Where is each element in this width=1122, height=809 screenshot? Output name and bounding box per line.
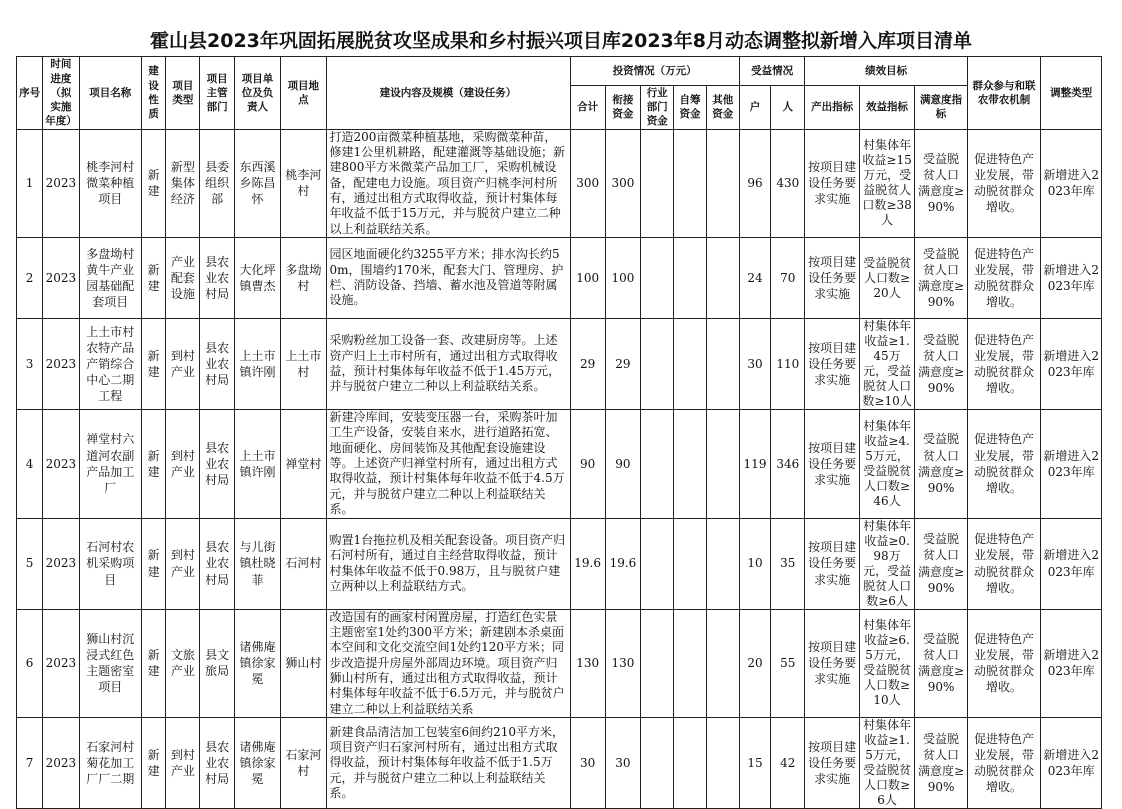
- header-invest-other: 其他资金: [706, 86, 739, 130]
- cell-unit: 东西溪乡陈昌怀: [234, 129, 280, 238]
- cell-name: 桃李河村微菜种植项目: [79, 129, 142, 238]
- cell-place: 石河村: [281, 518, 326, 609]
- header-invest-total: 合计: [570, 86, 605, 130]
- cell-satisfy: 受益脱贫人口满意度≥90%: [915, 129, 967, 238]
- cell-year: 2023: [43, 718, 79, 809]
- cell-seq: 1: [17, 129, 43, 238]
- table-header: [17, 57, 1102, 130]
- cell-place: 石家河村: [281, 718, 326, 809]
- cell-content: 新建冷库间，安装变压器一台，采购茶叶加工生产设备，安装自来水，进行道路拓宽、地面硬化、房间装饰及其他配套设施建设等。上述资产归禅堂村所有，通过出租方式取得收益，预计村集体每年收益不低于4.5万元，并与脱贫户建立二种以上利益联结关系。: [326, 410, 570, 519]
- cell-place: 狮山村: [281, 609, 326, 718]
- table-body: [17, 129, 1102, 809]
- cell-industry: [641, 129, 674, 238]
- cell-effect: 村集体年收益≥6.5万元，受益脱贫人口数≥10人: [859, 609, 914, 718]
- cell-year: 2023: [43, 238, 79, 319]
- cell-output: 按项目建设任务要求实施: [805, 129, 859, 238]
- cell-industry: [641, 518, 674, 609]
- header-benefit: 受益情况: [739, 57, 805, 86]
- cell-output: 按项目建设任务要求实施: [805, 238, 859, 319]
- cell-total: 300: [570, 129, 605, 238]
- cell-connect: 90: [605, 410, 640, 519]
- cell-dept: 县农业农村局: [200, 518, 234, 609]
- table-row: [17, 238, 1102, 319]
- cell-self: [674, 518, 706, 609]
- cell-adjust: 新增进入2023年库: [1041, 410, 1102, 519]
- header-year: 时间进度（拟实施年度）: [43, 57, 79, 130]
- header-adjust: 调整类型: [1041, 57, 1102, 130]
- cell-content: 新建食品清洁加工包装室6间约210平方米，项目资产归石家河村所有，通过出租方式取得收益，预计村集体每年收益不低于1.5万元，并与脱贫户建立二种以上利益联结关系。: [326, 718, 570, 809]
- cell-self: [674, 319, 706, 410]
- header-name: 项目名称: [79, 57, 142, 130]
- cell-other: [706, 238, 739, 319]
- header-perf: 绩效目标: [805, 57, 967, 86]
- cell-unit: 大化坪镇曹杰: [234, 238, 280, 319]
- cell-mechanism: 促进特色产业发展，带动脱贫群众增收。: [967, 238, 1041, 319]
- cell-effect: 村集体年收益≥15万元，受益脱贫人口数≥38人: [859, 129, 914, 238]
- cell-hh: 96: [739, 129, 770, 238]
- cell-year: 2023: [43, 518, 79, 609]
- cell-self: [674, 410, 706, 519]
- cell-type: 到村产业: [166, 410, 200, 519]
- cell-other: [706, 609, 739, 718]
- cell-industry: [641, 410, 674, 519]
- table-row: [17, 410, 1102, 519]
- cell-connect: 29: [605, 319, 640, 410]
- cell-self: [674, 718, 706, 809]
- cell-effect: 受益脱贫人口数≥20人: [859, 238, 914, 319]
- cell-place: 桃李河村: [281, 129, 326, 238]
- cell-dept: 县文旅局: [200, 609, 234, 718]
- cell-type: 产业配套设施: [166, 238, 200, 319]
- cell-industry: [641, 319, 674, 410]
- cell-nature: 新建: [142, 718, 166, 809]
- cell-satisfy: 受益脱贫人口满意度≥90%: [915, 238, 967, 319]
- cell-type: 到村产业: [166, 319, 200, 410]
- cell-effect: 村集体年收益≥4.5万元，受益脱贫人口数≥46人: [859, 410, 914, 519]
- header-dept: 项目主管部门: [200, 57, 234, 130]
- cell-adjust: 新增进入2023年库: [1041, 238, 1102, 319]
- header-mechanism: 群众参与和联农带农机制: [967, 57, 1041, 130]
- cell-mechanism: 促进特色产业发展，带动脱贫群众增收。: [967, 129, 1041, 238]
- cell-hh: 30: [739, 319, 770, 410]
- cell-type: 到村产业: [166, 518, 200, 609]
- cell-people: 55: [771, 609, 805, 718]
- cell-other: [706, 319, 739, 410]
- cell-nature: 新建: [142, 609, 166, 718]
- cell-seq: 5: [17, 518, 43, 609]
- cell-hh: 20: [739, 609, 770, 718]
- cell-hh: 119: [739, 410, 770, 519]
- header-invest-self: 自筹资金: [674, 86, 706, 130]
- cell-output: 按项目建设任务要求实施: [805, 319, 859, 410]
- header-invest-industry: 行业部门资金: [641, 86, 674, 130]
- cell-industry: [641, 718, 674, 809]
- cell-satisfy: 受益脱贫人口满意度≥90%: [915, 319, 967, 410]
- cell-year: 2023: [43, 410, 79, 519]
- cell-effect: 村集体年收益≥1.45万元，受益脱贫人口数≥10人: [859, 319, 914, 410]
- cell-seq: 6: [17, 609, 43, 718]
- cell-hh: 10: [739, 518, 770, 609]
- cell-nature: 新建: [142, 410, 166, 519]
- cell-satisfy: 受益脱贫人口满意度≥90%: [915, 718, 967, 809]
- cell-hh: 15: [739, 718, 770, 809]
- header-content: 建设内容及规模（建设任务）: [326, 57, 570, 130]
- cell-total: 130: [570, 609, 605, 718]
- cell-year: 2023: [43, 609, 79, 718]
- cell-name: 石河村农机采购项目: [79, 518, 142, 609]
- cell-name: 上土市村农特产品产销综合中心二期工程: [79, 319, 142, 410]
- cell-nature: 新建: [142, 238, 166, 319]
- cell-seq: 4: [17, 410, 43, 519]
- project-table: [16, 56, 1102, 809]
- cell-other: [706, 518, 739, 609]
- cell-effect: 村集体年收益≥1.5万元，受益脱贫人口数≥6人: [859, 718, 914, 809]
- cell-type: 到村产业: [166, 718, 200, 809]
- cell-connect: 100: [605, 238, 640, 319]
- cell-people: 430: [771, 129, 805, 238]
- table-row: [17, 518, 1102, 609]
- table-row: [17, 609, 1102, 718]
- cell-unit: 诸佛庵镇徐家冕: [234, 609, 280, 718]
- cell-total: 100: [570, 238, 605, 319]
- cell-dept: 县农业农村局: [200, 238, 234, 319]
- cell-mechanism: 促进特色产业发展，带动脱贫群众增收。: [967, 518, 1041, 609]
- header-seq: 序号: [17, 57, 43, 130]
- cell-unit: 上土市镇许刚: [234, 410, 280, 519]
- cell-output: 按项目建设任务要求实施: [805, 518, 859, 609]
- cell-self: [674, 129, 706, 238]
- cell-unit: 上土市镇许刚: [234, 319, 280, 410]
- header-type: 项目类型: [166, 57, 200, 130]
- cell-adjust: 新增进入2023年库: [1041, 319, 1102, 410]
- header-perf-output: 产出指标: [805, 86, 859, 130]
- cell-mechanism: 促进特色产业发展，带动脱贫群众增收。: [967, 609, 1041, 718]
- cell-connect: 300: [605, 129, 640, 238]
- cell-content: 购置1台拖拉机及相关配套设备。项目资产归石河村所有，通过自主经营取得收益，预计村集体年收益不低于0.98万，且与脱贫户建立两种以上利益联结方式。: [326, 518, 570, 609]
- cell-seq: 7: [17, 718, 43, 809]
- cell-other: [706, 410, 739, 519]
- cell-name: 狮山村沉浸式红色主题密室项目: [79, 609, 142, 718]
- cell-output: 按项目建设任务要求实施: [805, 718, 859, 809]
- cell-place: 禅堂村: [281, 410, 326, 519]
- cell-unit: 诸佛庵镇徐家冕: [234, 718, 280, 809]
- page-title: 霍山县2023年巩固拓展脱贫攻坚成果和乡村振兴项目库2023年8月动态调整拟新增入库项目清单: [150, 30, 972, 52]
- cell-mechanism: 促进特色产业发展，带动脱贫群众增收。: [967, 319, 1041, 410]
- cell-content: 打造200亩微菜种植基地，采购微菜种苗，修建1公里机耕路，配建灌溉等基础设施；新建800平方米微菜产品加工厂，采购机械设备，配建电力设施。项目资产归桃李河村所有，通过出租方式取得收益，预计村集体每年收益不低于15万元，并与脱贫户建立二种以上利益联结关系。: [326, 129, 570, 238]
- cell-nature: 新建: [142, 129, 166, 238]
- cell-total: 90: [570, 410, 605, 519]
- cell-industry: [641, 609, 674, 718]
- header-benefit-people: 人: [771, 86, 805, 130]
- header-place: 项目地点: [281, 57, 326, 130]
- cell-satisfy: 受益脱贫人口满意度≥90%: [915, 518, 967, 609]
- cell-people: 42: [771, 718, 805, 809]
- cell-seq: 3: [17, 319, 43, 410]
- cell-mechanism: 促进特色产业发展，带动脱贫群众增收。: [967, 410, 1041, 519]
- cell-hh: 24: [739, 238, 770, 319]
- cell-people: 110: [771, 319, 805, 410]
- cell-dept: 县农业农村局: [200, 319, 234, 410]
- cell-self: [674, 609, 706, 718]
- cell-connect: 19.6: [605, 518, 640, 609]
- cell-industry: [641, 238, 674, 319]
- cell-content: 园区地面硬化约3255平方米；排水沟长约50m，围墙约170米，配套大门、管理房、护栏、消防设备、挡墙、蓄水池及管道等附属设施。: [326, 238, 570, 319]
- cell-satisfy: 受益脱贫人口满意度≥90%: [915, 410, 967, 519]
- cell-adjust: 新增进入2023年库: [1041, 718, 1102, 809]
- cell-nature: 新建: [142, 518, 166, 609]
- cell-self: [674, 238, 706, 319]
- cell-adjust: 新增进入2023年库: [1041, 609, 1102, 718]
- cell-output: 按项目建设任务要求实施: [805, 609, 859, 718]
- header-perf-satisfy: 满意度指标: [915, 86, 967, 130]
- header-benefit-hh: 户: [739, 86, 770, 130]
- table-row: [17, 319, 1102, 410]
- cell-connect: 30: [605, 718, 640, 809]
- cell-people: 70: [771, 238, 805, 319]
- cell-connect: 130: [605, 609, 640, 718]
- cell-name: 多盘坳村黄牛产业园基础配套项目: [79, 238, 142, 319]
- cell-content: 改造国有的画家村闲置房屋，打造红色实景主题密室1处约300平方米；新建剧本杀桌面本空间和文化交流空间1处约120平方米；同步改造提升房屋外部周边环境。项目资产归狮山村所有，通过出租方式取得收益，预计村集体每年收益不低于6.5万元，并与脱贫户建立二种以上利益联结关系: [326, 609, 570, 718]
- cell-people: 35: [771, 518, 805, 609]
- header-perf-effect: 效益指标: [859, 86, 914, 130]
- cell-type: 文旅产业: [166, 609, 200, 718]
- cell-total: 30: [570, 718, 605, 809]
- cell-name: 禅堂村六道河农副产品加工厂: [79, 410, 142, 519]
- cell-year: 2023: [43, 129, 79, 238]
- cell-place: 多盘坳村: [281, 238, 326, 319]
- cell-nature: 新建: [142, 319, 166, 410]
- cell-adjust: 新增进入2023年库: [1041, 129, 1102, 238]
- cell-satisfy: 受益脱贫人口满意度≥90%: [915, 609, 967, 718]
- header-invest: 投资情况（万元）: [570, 57, 739, 86]
- cell-mechanism: 促进特色产业发展，带动脱贫群众增收。: [967, 718, 1041, 809]
- cell-other: [706, 129, 739, 238]
- table-row: [17, 129, 1102, 238]
- cell-total: 29: [570, 319, 605, 410]
- cell-effect: 村集体年收益≥0.98万元，受益脱贫人口数≥6人: [859, 518, 914, 609]
- header-unit: 项目单位及负责人: [234, 57, 280, 130]
- cell-total: 19.6: [570, 518, 605, 609]
- cell-name: 石家河村菊花加工厂厂二期: [79, 718, 142, 809]
- cell-unit: 与儿街镇杜晓菲: [234, 518, 280, 609]
- cell-output: 按项目建设任务要求实施: [805, 410, 859, 519]
- cell-type: 新型集体经济: [166, 129, 200, 238]
- cell-place: 上土市村: [281, 319, 326, 410]
- table-row: [17, 718, 1102, 809]
- cell-year: 2023: [43, 319, 79, 410]
- header-nature: 建设性质: [142, 57, 166, 130]
- cell-dept: 县委组织部: [200, 129, 234, 238]
- cell-people: 346: [771, 410, 805, 519]
- cell-content: 采购粉丝加工设备一套、改建厨房等。上述资产归上土市村所有，通过出租方式取得收益，预计村集体每年收益不低于1.45万元，并与脱贫户建立二种以上利益联结关系。: [326, 319, 570, 410]
- header-invest-connect: 衔接资金: [605, 86, 640, 130]
- cell-seq: 2: [17, 238, 43, 319]
- cell-other: [706, 718, 739, 809]
- cell-adjust: 新增进入2023年库: [1041, 518, 1102, 609]
- cell-dept: 县农业农村局: [200, 410, 234, 519]
- cell-dept: 县农业农村局: [200, 718, 234, 809]
